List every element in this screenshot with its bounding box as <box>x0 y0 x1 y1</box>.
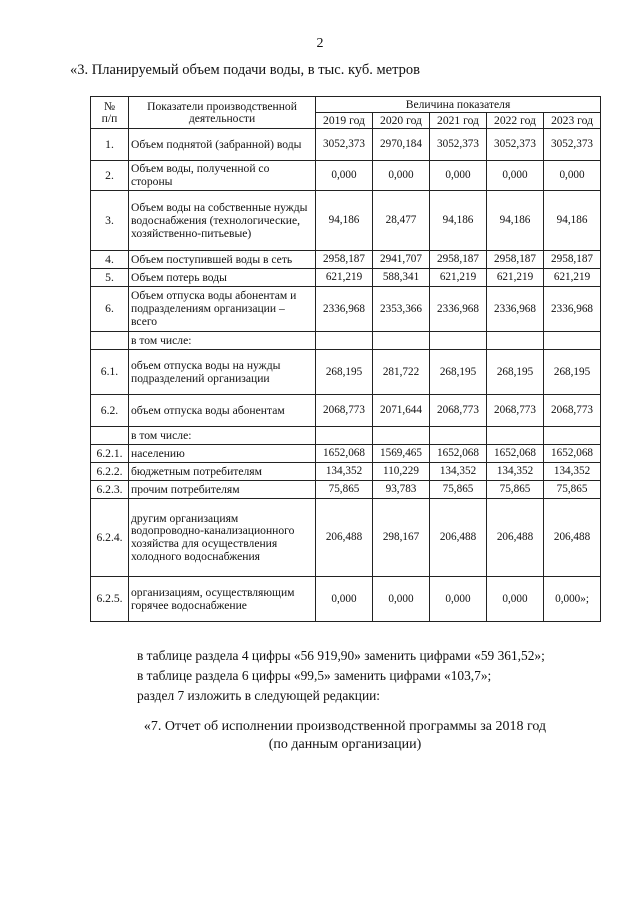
header-year: 2019 год <box>316 112 373 128</box>
row-number: 2. <box>91 160 129 190</box>
paragraph-section-7: раздел 7 изложить в следующей редакции: <box>137 688 381 703</box>
row-value: 621,219 <box>430 268 487 286</box>
row-value: 268,195 <box>544 349 601 394</box>
row-number: 6.2.3. <box>91 480 129 498</box>
row-value: 3052,373 <box>544 128 601 160</box>
water-supply-table <box>90 96 601 622</box>
paragraph-table-4: в таблице раздела 4 цифры «56 919,90» заменить цифрами «59 361,52»; <box>137 648 545 663</box>
row-indicator: Объем поступившей воды в сеть <box>129 250 316 268</box>
row-indicator: в том числе: <box>129 426 316 444</box>
table-row <box>91 462 601 480</box>
row-value: 0,000 <box>373 160 430 190</box>
row-value: 3052,373 <box>430 128 487 160</box>
row-value: 110,229 <box>373 462 430 480</box>
row-value: 1652,068 <box>430 444 487 462</box>
row-value <box>544 426 601 444</box>
header-num-line2: п/п <box>101 112 118 126</box>
row-value: 94,186 <box>544 190 601 250</box>
row-value: 2958,187 <box>316 250 373 268</box>
row-value: 2970,184 <box>373 128 430 160</box>
row-value: 1569,465 <box>373 444 430 462</box>
table-row <box>91 576 601 621</box>
row-value: 1652,068 <box>544 444 601 462</box>
header-value: Величина показателя <box>316 97 601 113</box>
row-value: 2941,707 <box>373 250 430 268</box>
row-value <box>430 426 487 444</box>
table-row <box>91 190 601 250</box>
row-value: 2068,773 <box>487 394 544 426</box>
row-indicator: населению <box>129 444 316 462</box>
header-num <box>91 97 129 129</box>
row-number: 6.2.4. <box>91 498 129 576</box>
row-value: 298,167 <box>373 498 430 576</box>
row-value: 206,488 <box>544 498 601 576</box>
row-value: 206,488 <box>316 498 373 576</box>
row-value: 281,722 <box>373 349 430 394</box>
header-year: 2020 год <box>373 112 430 128</box>
row-value: 3052,373 <box>316 128 373 160</box>
row-value: 0,000 <box>544 160 601 190</box>
table-row <box>91 160 601 190</box>
header-indicator: Показатели производственной деятельности <box>129 97 316 129</box>
row-value: 2958,187 <box>487 250 544 268</box>
row-number: 3. <box>91 190 129 250</box>
row-value: 1652,068 <box>487 444 544 462</box>
row-value: 2071,644 <box>373 394 430 426</box>
row-value: 2068,773 <box>316 394 373 426</box>
section-title: «3. Планируемый объем подачи воды, в тыс. куб. метров <box>70 62 420 78</box>
header-year: 2023 год <box>544 112 601 128</box>
row-value: 134,352 <box>430 462 487 480</box>
row-value: 0,000 <box>487 576 544 621</box>
row-value <box>544 331 601 349</box>
row-number <box>91 331 129 349</box>
row-value: 206,488 <box>430 498 487 576</box>
row-value: 621,219 <box>316 268 373 286</box>
report-title-line1: «7. Отчет об исполнении производственной программы за 2018 год <box>143 719 547 734</box>
row-number: 6.2. <box>91 394 129 426</box>
row-value: 268,195 <box>487 349 544 394</box>
row-value: 206,488 <box>487 498 544 576</box>
report-title <box>130 718 560 754</box>
row-indicator: Объем воды на собственные нужды водоснабжения (технологические, хозяйственно-питьевые) <box>129 190 316 250</box>
row-value: 94,186 <box>316 190 373 250</box>
row-value: 134,352 <box>316 462 373 480</box>
row-indicator: прочим потребителям <box>129 480 316 498</box>
row-value <box>373 426 430 444</box>
row-indicator: Объем потерь воды <box>129 268 316 286</box>
row-value: 0,000 <box>316 576 373 621</box>
row-value: 2336,968 <box>487 286 544 331</box>
table-row <box>91 268 601 286</box>
row-number: 6.2.5. <box>91 576 129 621</box>
row-value: 2958,187 <box>430 250 487 268</box>
row-number <box>91 426 129 444</box>
row-value: 2353,366 <box>373 286 430 331</box>
row-value: 3052,373 <box>487 128 544 160</box>
row-value: 1652,068 <box>316 444 373 462</box>
row-number: 6.2.1. <box>91 444 129 462</box>
row-number: 6.1. <box>91 349 129 394</box>
table-row <box>91 480 601 498</box>
row-value: 134,352 <box>487 462 544 480</box>
row-value: 75,865 <box>430 480 487 498</box>
table-row <box>91 349 601 394</box>
row-value: 0,000 <box>316 160 373 190</box>
row-value: 2068,773 <box>430 394 487 426</box>
row-value: 588,341 <box>373 268 430 286</box>
row-indicator: бюджетным потребителям <box>129 462 316 480</box>
row-indicator: объем отпуска воды на нужды подразделений организации <box>129 349 316 394</box>
row-indicator: другим организациям водопроводно-канализационного хозяйства для осуществления холодного водоснабжения <box>129 498 316 576</box>
report-title-line2: (по данным организации) <box>268 737 422 753</box>
row-number: 1. <box>91 128 129 160</box>
row-value: 2336,968 <box>430 286 487 331</box>
row-value: 2336,968 <box>544 286 601 331</box>
row-value: 268,195 <box>316 349 373 394</box>
row-value: 2336,968 <box>316 286 373 331</box>
row-indicator: в том числе: <box>129 331 316 349</box>
row-value: 28,477 <box>373 190 430 250</box>
header-num-line1: № <box>103 99 116 113</box>
row-value: 93,783 <box>373 480 430 498</box>
table-body <box>91 128 601 621</box>
row-number: 5. <box>91 268 129 286</box>
row-indicator: Объем воды, полученной со стороны <box>129 160 316 190</box>
header-row-1 <box>91 97 601 113</box>
header-year: 2022 год <box>487 112 544 128</box>
row-value <box>316 331 373 349</box>
row-value: 94,186 <box>430 190 487 250</box>
row-value <box>487 331 544 349</box>
row-indicator: объем отпуска воды абонентам <box>129 394 316 426</box>
row-value: 2958,187 <box>544 250 601 268</box>
row-indicator: Объем отпуска воды абонентам и подразделениям организации – всего <box>129 286 316 331</box>
paragraph-table-6: в таблице раздела 6 цифры «99,5» заменить цифрами «103,7»; <box>137 668 492 683</box>
row-value: 0,000 <box>430 576 487 621</box>
row-value: 75,865 <box>487 480 544 498</box>
row-value: 0,000 <box>373 576 430 621</box>
row-value: 621,219 <box>544 268 601 286</box>
row-value <box>373 331 430 349</box>
table-row <box>91 498 601 576</box>
row-value <box>316 426 373 444</box>
table-row <box>91 128 601 160</box>
row-value: 94,186 <box>487 190 544 250</box>
row-indicator: Объем поднятой (забранной) воды <box>129 128 316 160</box>
table-row <box>91 426 601 444</box>
table-row <box>91 250 601 268</box>
row-number: 4. <box>91 250 129 268</box>
table-row <box>91 444 601 462</box>
row-number: 6. <box>91 286 129 331</box>
table-row <box>91 286 601 331</box>
row-value: 0,000 <box>430 160 487 190</box>
page-number: 2 <box>316 36 324 51</box>
row-value: 0,000 <box>487 160 544 190</box>
table-row <box>91 331 601 349</box>
row-value: 0,000»; <box>544 576 601 621</box>
row-indicator: организациям, осуществляющим горячее водоснабжение <box>129 576 316 621</box>
row-value: 75,865 <box>316 480 373 498</box>
row-value: 2068,773 <box>544 394 601 426</box>
row-number: 6.2.2. <box>91 462 129 480</box>
row-value: 268,195 <box>430 349 487 394</box>
row-value: 134,352 <box>544 462 601 480</box>
table-row <box>91 394 601 426</box>
row-value: 621,219 <box>487 268 544 286</box>
row-value <box>487 426 544 444</box>
row-value <box>430 331 487 349</box>
row-value: 75,865 <box>544 480 601 498</box>
header-year: 2021 год <box>430 112 487 128</box>
